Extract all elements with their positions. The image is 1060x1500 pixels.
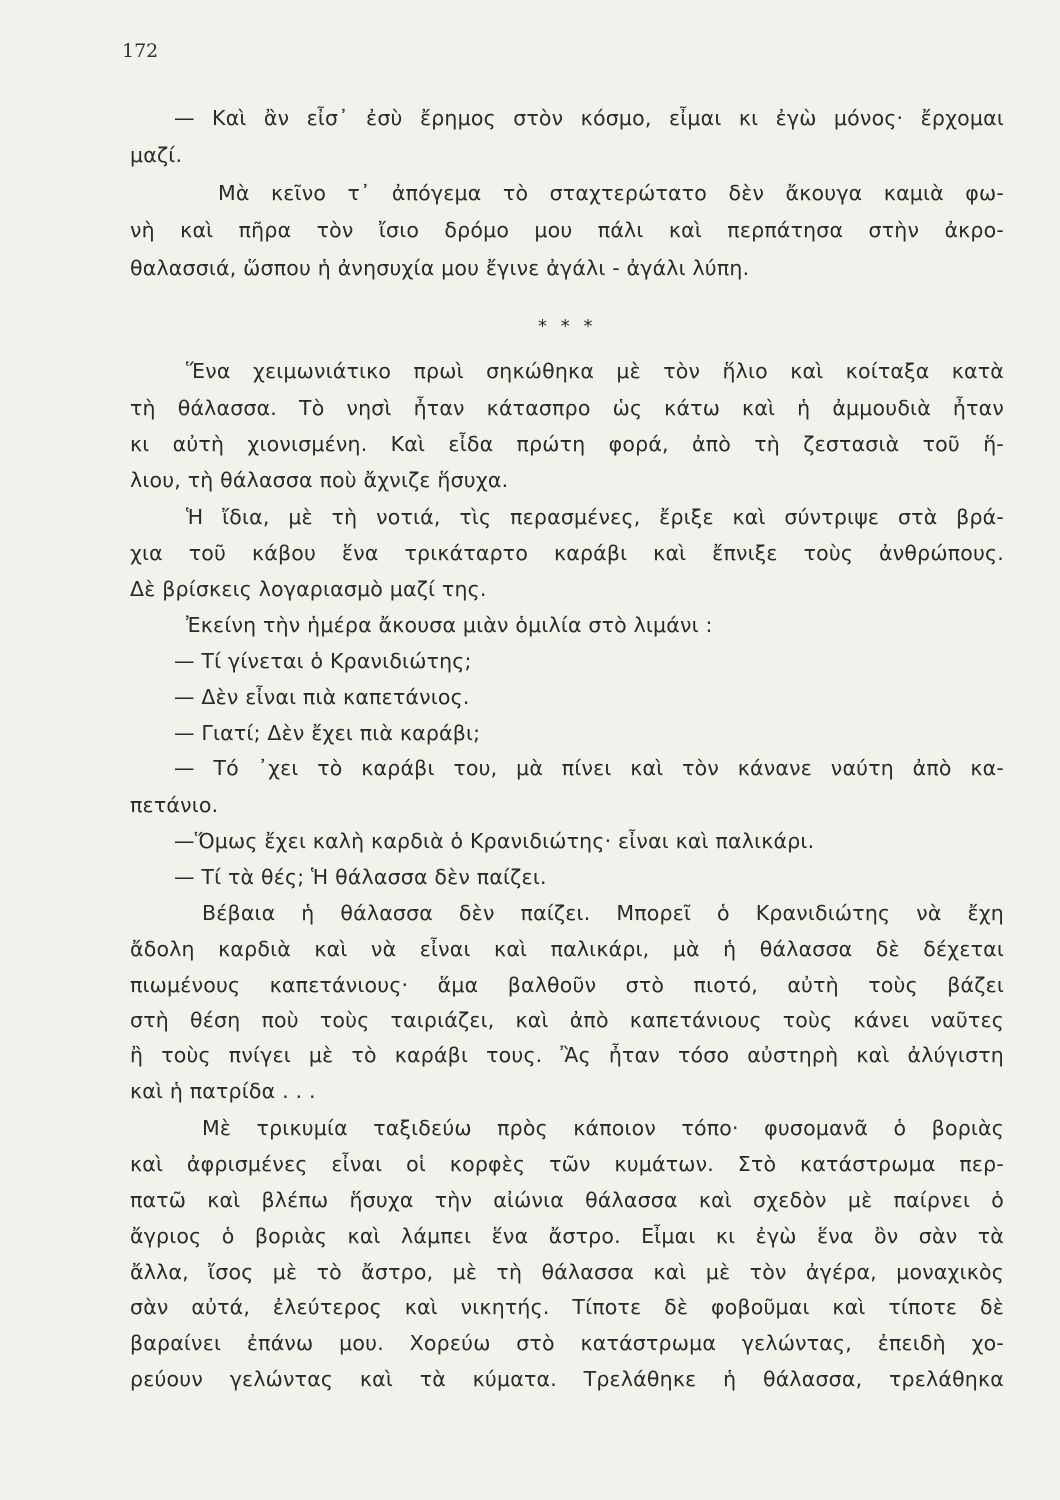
text-line: σὰν αὐτά, ἐλεύτερος καὶ νικητής. Τίποτε δὲ φοβοῦμαι καὶ τίποτε δὲ [130,1295,1004,1319]
text-line: Ἐκείνη τὴν ἡμέρα ἄκουσα μιὰν ὁμιλία στὸ λιμάνι : [186,613,713,637]
text-line: Βέβαια ἡ θάλασσα δὲν παίζει. Μπορεῖ ὁ Κρανιδιώτης νὰ ἔχη [202,901,1004,925]
text-line: — Τό ᾽χει τὸ καράβι του, μὰ πίνει καὶ τὸν κάνανε ναύτη ἀπὸ κα- [174,756,1004,780]
text-line: νὴ καὶ πῆρα τὸν ἴσιο δρόμο μου πάλι καὶ περπάτησα στὴν ἀκρο- [130,218,1004,242]
text-line: — Δὲν εἶναι πιὰ καπετάνιος. [174,685,470,709]
text-line: πετάνιο. [130,793,219,817]
text-line: — Καὶ ἂν εἶσ᾽ ἐσὺ ἔρημος στὸν κόσμο, εἶμαι κι ἐγὼ μόνος· ἔρχομαι [174,106,1004,130]
text-line: — Τί γίνεται ὁ Κρανιδιώτης; [174,649,472,673]
text-line: πατῶ καὶ βλέπω ἥσυχα τὴν αἰώνια θάλασσα καὶ σχεδὸν μὲ παίρνει ὁ [130,1188,1004,1212]
text-line: βαραίνει ἐπάνω μου. Χορεύω στὸ κατάστρωμα γελώντας, ἐπειδὴ χο- [130,1331,1004,1355]
text-line: Μὲ τρικυμία ταξιδεύω πρὸς κάποιον τόπο· φυσομανᾶ ὁ βοριὰς [202,1116,1004,1140]
text-line: ρεύουν γελώντας καὶ τὰ κύματα. Τρελάθηκε ἡ θάλασσα, τρελάθηκα [130,1367,1004,1391]
text-line: — Τί τὰ θές; Ἡ θάλασσα δὲν παίζει. [174,865,547,889]
text-line: κι αὐτὴ χιονισμένη. Καὶ εἶδα πρώτη φορά, ἀπὸ τὴ ζεστασιὰ τοῦ ἥ- [130,432,1004,456]
section-break-stars: * * * [538,316,597,337]
text-line: Δὲ βρίσκεις λογαριασμὸ μαζί της. [130,577,487,601]
text-line: ἢ τοὺς πνίγει μὲ τὸ καράβι τους. Ἂς ἦταν τόσο αὐστηρὴ καὶ ἀλύγιστη [130,1043,1004,1067]
text-line: μαζί. [130,143,183,167]
text-line: θαλασσιά, ὥσπου ἡ ἀνησυχία μου ἔγινε ἀγάλι - ἀγάλι λύπη. [130,256,750,280]
text-line: Μὰ κεῖνο τ᾽ ἀπόγεμα τὸ σταχτερώτατο δὲν ἄκουγα καμιὰ φω- [218,181,1004,205]
text-line: ἄδολη καρδιὰ καὶ νὰ εἶναι καὶ παλικάρι, μὰ ἡ θάλασσα δὲ δέχεται [130,937,1004,961]
text-line: — Γιατί; Δὲν ἔχει πιὰ καράβι; [174,721,481,745]
page-number: 172 [122,40,159,62]
text-line: Ἕνα χειμωνιάτικο πρωὶ σηκώθηκα μὲ τὸν ἥλιο καὶ κοίταξα κατὰ [186,359,1004,383]
text-line: χια τοῦ κάβου ἕνα τρικάταρτο καράβι καὶ ἔπνιξε τοὺς ἀνθρώπους. [130,541,1004,565]
text-line: —Ὅμως ἔχει καλὴ καρδιὰ ὁ Κρανιδιώτης· εἶναι καὶ παλικάρι. [174,829,815,853]
text-line: στὴ θέση ποὺ τοὺς ταιριάζει, καὶ ἀπὸ καπετάνιους τοὺς κάνει ναῦτες [130,1008,1004,1032]
text-line: λιου, τὴ θάλασσα ποὺ ἄχνιζε ἥσυχα. [130,468,509,492]
text-line: καὶ ἀφρισμένες εἶναι οἱ κορφὲς τῶν κυμάτων. Στὸ κατάστρωμα περ- [130,1152,1004,1176]
text-line: Ἡ ἴδια, μὲ τὴ νοτιά, τὶς περασμένες, ἔριξε καὶ σύντριψε στὰ βρά- [186,505,1004,529]
text-line: τὴ θάλασσα. Τὸ νησὶ ἦταν κάτασπρο ὡς κάτω καὶ ἡ ἀμμουδιὰ ἦταν [130,396,1004,420]
text-line: ἄγριος ὁ βοριὰς καὶ λάμπει ἕνα ἄστρο. Εἶμαι κι ἐγὼ ἕνα ὂν σὰν τὰ [130,1224,1004,1248]
text-line: καὶ ἡ πατρίδα . . . [130,1079,316,1103]
text-line: πιωμένους καπετάνιους· ἅμα βαλθοῦν στὸ πιοτό, αὐτὴ τοὺς βάζει [130,973,1004,997]
text-line: ἄλλα, ἴσος μὲ τὸ ἄστρο, μὲ τὴ θάλασσα καὶ μὲ τὸν ἀγέρα, μοναχικὸς [130,1260,1004,1284]
